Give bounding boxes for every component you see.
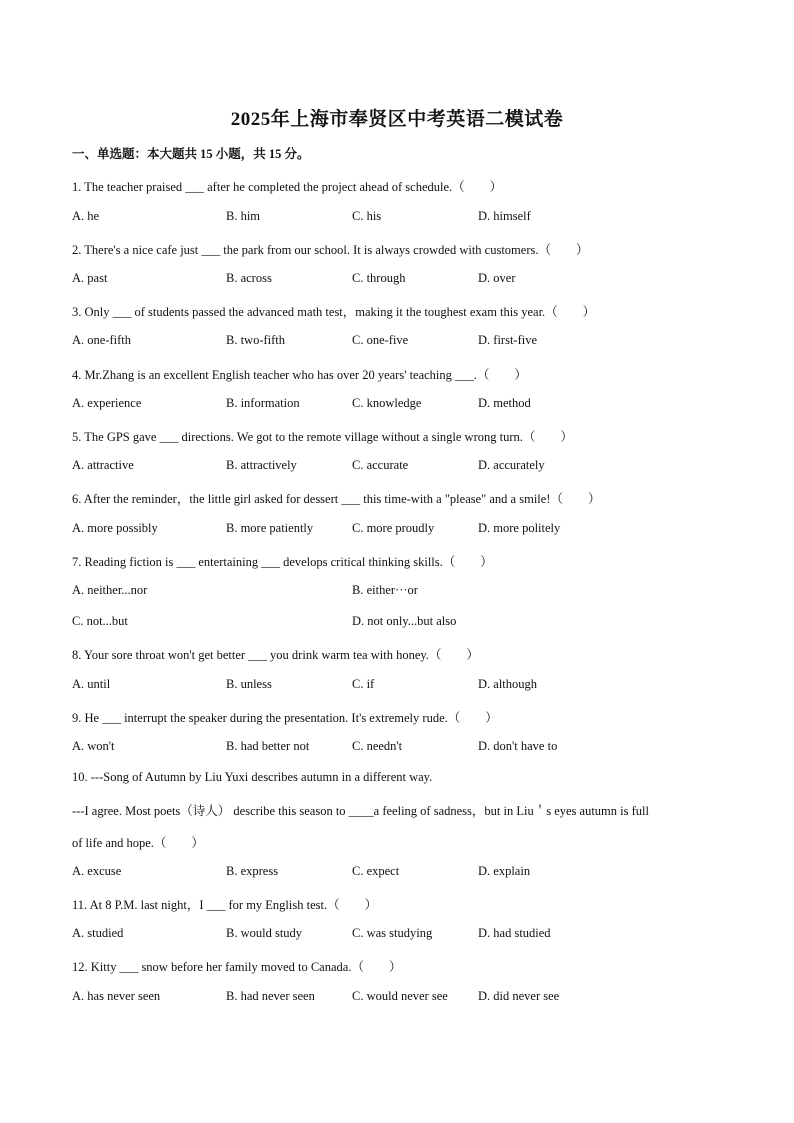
q10-option-b: B. express <box>226 864 279 878</box>
q3-option-a: A. one-fifth <box>72 333 132 347</box>
q4-option-d: D. method <box>478 396 531 410</box>
section-heading: 一、单选题：本大题共 15 小题，共 15 分。 <box>72 147 310 161</box>
exam-title: 2025年上海市奉贤区中考英语二模试卷 <box>230 109 564 130</box>
q4-option-c: C. knowledge <box>352 396 422 410</box>
q2-option-c: C. through <box>352 271 406 285</box>
q4-option-b: B. information <box>226 396 300 410</box>
question-stem-11: 11. At 8 P.M. last night，I ___ for my English test.（ ） <box>72 898 378 912</box>
q11-option-c: C. was studying <box>352 926 433 940</box>
question-stem-4: 4. Mr.Zhang is an excellent English teacher who has over 20 years' teaching ___.（ ） <box>72 368 527 382</box>
q2-option-b: B. across <box>226 271 272 285</box>
question-stem-1: 1. The teacher praised ___ after he completed the project ahead of schedule.（ ） <box>72 180 503 194</box>
q7-option-b: B. either···or <box>352 583 418 597</box>
question-stem-10-line-3: of life and hope.（ ） <box>72 836 204 850</box>
q12-option-d: D. did never see <box>478 989 560 1003</box>
question-stem-10-line-2: ---I agree. Most poets（诗人） describe this season to ____a feeling of sadness，but in Liu＇s eyes autumn is full <box>72 804 649 818</box>
question-stem-8: 8. Your sore throat won't get better ___ you drink warm tea with honey.（ ） <box>72 648 479 662</box>
q9-option-c: C. needn't <box>352 739 403 753</box>
q2-option-a: A. past <box>72 271 108 285</box>
q7-option-a: A. neither...nor <box>72 583 148 597</box>
q1-option-d: D. himself <box>478 209 531 223</box>
q5-option-c: C. accurate <box>352 458 409 472</box>
q4-option-a: A. experience <box>72 396 142 410</box>
q7-option-d: D. not only...but also <box>352 614 457 628</box>
q5-option-b: B. attractively <box>226 458 297 472</box>
q5-option-d: D. accurately <box>478 458 545 472</box>
q6-option-d: D. more politely <box>478 521 561 535</box>
question-stem-10-line-1: 10. ---Song of Autumn by Liu Yuxi describes autumn in a different way. <box>72 770 433 784</box>
q12-option-b: B. had never seen <box>226 989 315 1003</box>
q9-option-d: D. don't have to <box>478 739 558 753</box>
q10-option-d: D. explain <box>478 864 531 878</box>
q5-option-a: A. attractive <box>72 458 134 472</box>
q11-option-b: B. would study <box>226 926 303 940</box>
q12-option-c: C. would never see <box>352 989 448 1003</box>
question-stem-12: 12. Kitty ___ snow before her family moved to Canada.（ ） <box>72 960 402 974</box>
q8-option-d: D. although <box>478 677 538 691</box>
question-stem-6: 6. After the reminder，the little girl asked for dessert ___ this time-with a "please" and a smile!（ ） <box>72 492 601 506</box>
q8-option-a: A. until <box>72 677 111 691</box>
q9-option-b: B. had better not <box>226 739 310 753</box>
q1-option-c: C. his <box>352 209 382 223</box>
question-stem-7: 7. Reading fiction is ___ entertaining ___ develops critical thinking skills.（ ） <box>72 555 493 569</box>
q3-option-c: C. one-five <box>352 333 409 347</box>
question-stem-3: 3. Only ___ of students passed the advanced math test，making it the toughest exam this year.（ ） <box>72 305 596 319</box>
q8-option-c: C. if <box>352 677 375 691</box>
q8-option-b: B. unless <box>226 677 272 691</box>
question-stem-9: 9. He ___ interrupt the speaker during the presentation. It's extremely rude.（ ） <box>72 711 498 725</box>
q6-option-b: B. more patiently <box>226 521 314 535</box>
question-stem-5: 5. The GPS gave ___ directions. We got to the remote village without a single wrong turn.（ ） <box>72 430 573 444</box>
q10-option-a: A. excuse <box>72 864 122 878</box>
q2-option-d: D. over <box>478 271 516 285</box>
q6-option-c: C. more proudly <box>352 521 435 535</box>
question-stem-2: 2. There's a nice cafe just ___ the park from our school. It is always crowded with customers.（ ） <box>72 243 589 257</box>
q1-option-b: B. him <box>226 209 261 223</box>
q3-option-d: D. first-five <box>478 333 538 347</box>
q12-option-a: A. has never seen <box>72 989 161 1003</box>
q1-option-a: A. he <box>72 209 100 223</box>
q10-option-c: C. expect <box>352 864 400 878</box>
q11-option-d: D. had studied <box>478 926 551 940</box>
q3-option-b: B. two-fifth <box>226 333 286 347</box>
q6-option-a: A. more possibly <box>72 521 158 535</box>
q9-option-a: A. won't <box>72 739 115 753</box>
q7-option-c: C. not...but <box>72 614 128 628</box>
q11-option-a: A. studied <box>72 926 124 940</box>
